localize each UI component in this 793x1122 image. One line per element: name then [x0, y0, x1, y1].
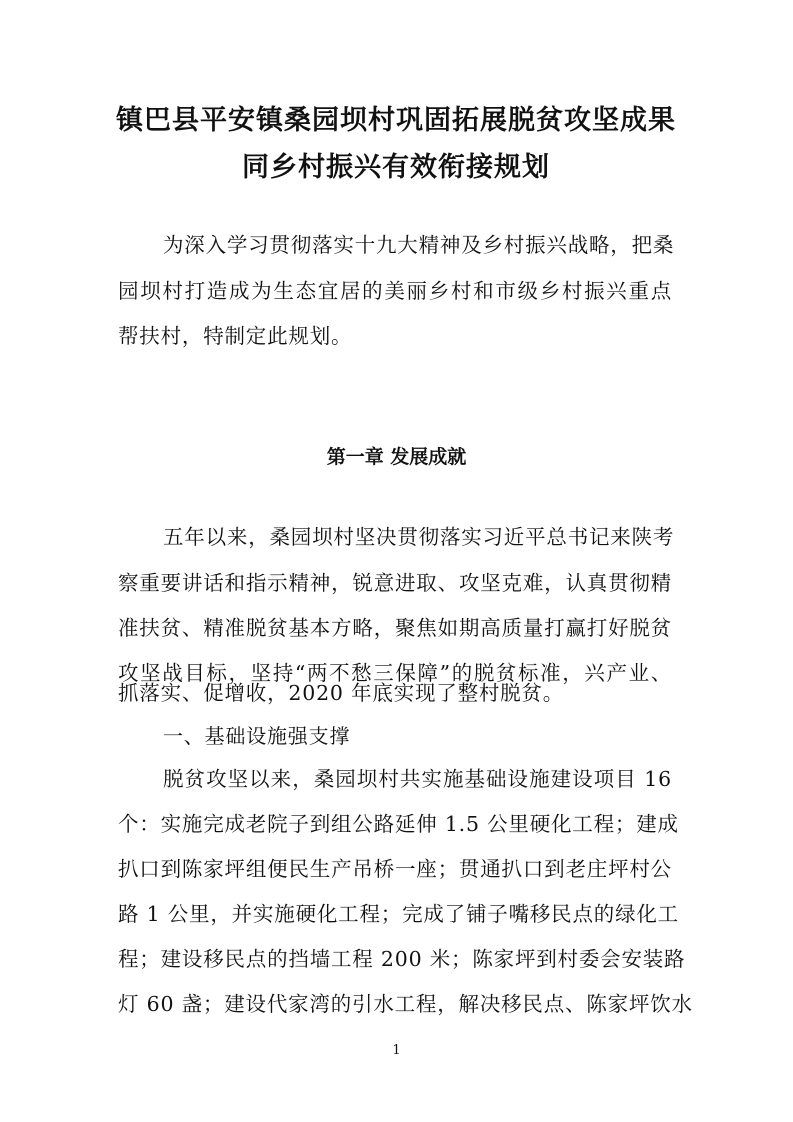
section-paragraph-line: 路 1 公里，并实施硬化工程；完成了铺子嘴移民点的绿化工	[118, 902, 679, 926]
section-paragraph-line: 个：实施完成老院子到组公路延伸 1.5 公里硬化工程；建成	[118, 812, 679, 836]
document-title-line-1: 镇巴县平安镇桑园坝村巩固拓展脱贫攻坚成果	[116, 105, 676, 136]
section-paragraph-line: 程；建设移民点的挡墙工程 200 米；陈家坪到村委会安装路	[118, 947, 686, 971]
chapter-paragraph-line: 抓落实、促增收，2020 年底实现了整村脱贫。	[118, 681, 565, 705]
intro-paragraph-line: 为深入学习贯彻落实十九大精神及乡村振兴战略，把桑	[163, 233, 675, 257]
document-title-line-2: 同乡村振兴有效衔接规划	[242, 152, 550, 183]
chapter-heading: 第一章 发展成就	[326, 446, 467, 468]
chapter-paragraph-line: 准扶贫、精准脱贫基本方略，聚焦如期高质量打赢打好脱贫	[118, 616, 672, 640]
chapter-paragraph-line: 攻坚战目标，坚持“两不愁三保障”的脱贫标准，兴产业、	[118, 661, 672, 685]
chapter-paragraph-line: 五年以来，桑园坝村坚决贯彻落实习近平总书记来陕考	[163, 525, 675, 549]
intro-paragraph-line: 园坝村打造成为生态宜居的美丽乡村和市级乡村振兴重点	[118, 279, 672, 303]
section-heading: 一、基础设施强支撑	[163, 724, 351, 748]
chapter-paragraph-line: 察重要讲话和指示精神，锐意进取、攻坚克难，认真贯彻精	[118, 571, 672, 595]
section-paragraph-line: 灯 60 盏；建设代家湾的引水工程，解决移民点、陈家坪饮水	[118, 992, 693, 1016]
section-paragraph-line: 脱贫攻坚以来，桑园坝村共实施基础设施建设项目 16	[163, 767, 672, 791]
intro-paragraph-line: 帮扶村，特制定此规划。	[118, 324, 353, 348]
page-number: 1	[392, 1043, 401, 1058]
section-paragraph-line: 扒口到陈家坪组便民生产吊桥一座；贯通扒口到老庄坪村公	[118, 857, 672, 881]
